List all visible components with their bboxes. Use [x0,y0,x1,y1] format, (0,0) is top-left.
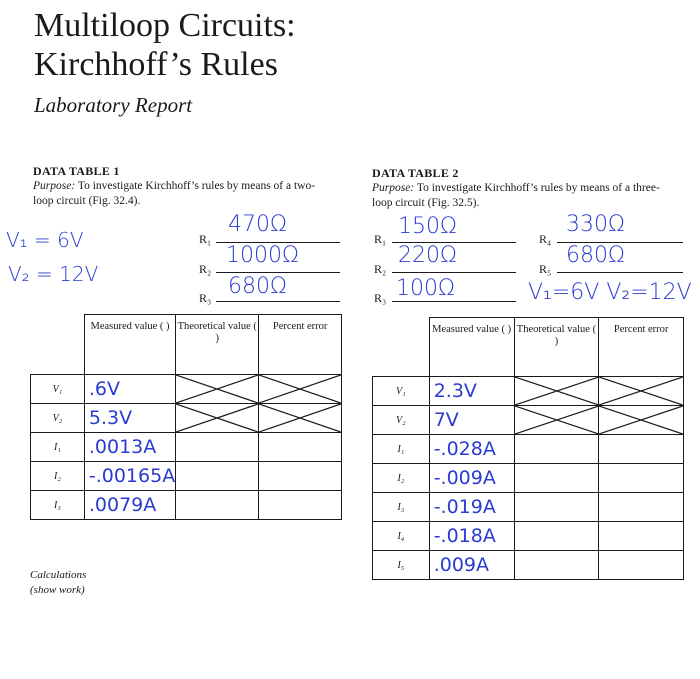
table-row [373,551,684,580]
table2-purpose [372,181,677,211]
table2-measured-v2[interactable]: 7V [429,406,514,435]
table-row [31,491,342,520]
table2-var-i3: I₃ [373,493,430,522]
table1-var-i2: I₂ [31,462,85,491]
table1-r1-label: R₁ [199,232,212,246]
table1-theoretical-i2[interactable] [176,462,259,491]
table1-crossed-cell [176,404,259,433]
table-row [373,377,684,406]
table2-percent-i5[interactable] [599,551,684,580]
table2-corner [373,318,430,377]
table2-header-theoretical: Theoretical value ( ) [514,318,599,377]
table2-var-i1: I₁ [373,435,430,464]
table1-measured-v1[interactable]: .6V [84,375,175,404]
table1-header-percent: Percent error [259,315,342,375]
table2-var-v2: V₂ [373,406,430,435]
table2-crossed-cell [599,377,684,406]
table2-measured-i2[interactable]: -.009A [429,464,514,493]
page-title-line-1: Multiloop Circuits: [34,7,296,44]
table-row [373,493,684,522]
table2-header-measured: Measured value ( ) [429,318,514,377]
table2-percent-i4[interactable] [599,522,684,551]
table2-label: DATA TABLE 2 [372,166,459,180]
table1-var-i1: I₁ [31,433,85,462]
table1-r2-line [216,272,340,273]
table1-percent-i2[interactable] [259,462,342,491]
table1-purpose [33,179,333,209]
table-row [373,435,684,464]
page-title-line-2: Kirchhoff’s Rules [34,46,278,83]
data-table-1 [30,314,342,520]
table2-r3-line [392,301,516,302]
table2-r5-line [557,272,683,273]
table1-percent-i3[interactable] [259,491,342,520]
table2-r4-value[interactable]: 330Ω [566,212,625,237]
table2-var-v1: V₁ [373,377,430,406]
table2-theoretical-i4[interactable] [514,522,599,551]
table1-label: DATA TABLE 1 [33,164,120,178]
table-row [373,406,684,435]
table2-crossed-cell [514,377,599,406]
table2-var-i4: I₄ [373,522,430,551]
table1-var-v1: V₁ [31,375,85,404]
table-row [31,433,342,462]
table1-var-i3: I₃ [31,491,85,520]
data-table-2 [372,317,684,580]
table2-r3-label: R₃ [374,291,387,305]
table1-measured-v2[interactable]: 5.3V [84,404,175,433]
table1-header-measured: Measured value ( ) [84,315,175,375]
table1-measured-i2[interactable]: -.00165A [84,462,175,491]
table2-r4-label: R₄ [539,232,552,246]
table2-measured-v1[interactable]: 2.3V [429,377,514,406]
table2-theoretical-i5[interactable] [514,551,599,580]
table1-r3-value[interactable]: 680Ω [228,274,287,299]
table1-purpose-text: To investigate Kirchhoff’s rules by means of a two-loop circuit (Fig. 32.4). [33,180,316,207]
table1-header-theoretical: Theoretical value ( ) [176,315,259,375]
table1-theoretical-i3[interactable] [176,491,259,520]
table2-voltages-note: V₁=6V V₂=12V [528,280,692,305]
table2-r3-value[interactable]: 100Ω [396,276,455,301]
table2-r5-value[interactable]: 680Ω [566,243,625,268]
table2-purpose-text: To investigate Kirchhoff’s rules by means of a three-loop circuit (Fig. 32.5). [372,182,660,209]
table2-purpose-label: Purpose: [372,182,415,194]
table-row [373,522,684,551]
table1-theoretical-i1[interactable] [176,433,259,462]
table1-percent-i1[interactable] [259,433,342,462]
table2-header-row [373,318,684,377]
table2-r2-line [392,272,516,273]
table1-crossed-cell [176,375,259,404]
table1-r2-value[interactable]: 1000Ω [226,243,299,268]
table1-var-v2: V₂ [31,404,85,433]
table2-r1-value[interactable]: 150Ω [398,214,457,239]
table-row [373,464,684,493]
table1-header-row [31,315,342,375]
table2-measured-i1[interactable]: -.028A [429,435,514,464]
table1-r3-label: R₃ [199,291,212,305]
table2-r5-label: R₅ [539,262,552,276]
table1-crossed-cell [259,404,342,433]
table-row [31,462,342,491]
table2-crossed-cell [599,406,684,435]
table2-theoretical-i1[interactable] [514,435,599,464]
table2-measured-i3[interactable]: -.019A [429,493,514,522]
table2-theoretical-i3[interactable] [514,493,599,522]
table2-theoretical-i2[interactable] [514,464,599,493]
table1-purpose-label: Purpose: [33,180,76,192]
table2-measured-i5[interactable]: .009A [429,551,514,580]
note-v2: V₂ = 12V [8,262,99,286]
calculations-note: (show work) [30,584,85,596]
table2-r2-label: R₂ [374,262,387,276]
table1-r3-line [216,301,340,302]
note-v1: V₁ = 6V [6,228,84,252]
page-subtitle: Laboratory Report [34,93,193,117]
table1-measured-i1[interactable]: .0013A [84,433,175,462]
table2-r1-label: R₁ [374,232,387,246]
table2-var-i2: I₂ [373,464,430,493]
table1-measured-i3[interactable]: .0079A [84,491,175,520]
table2-percent-i3[interactable] [599,493,684,522]
calculations-label: Calculations [30,569,87,581]
table2-r2-value[interactable]: 220Ω [398,243,457,268]
table2-header-percent: Percent error [599,318,684,377]
table1-corner [31,315,85,375]
table2-percent-i2[interactable] [599,464,684,493]
table2-crossed-cell [514,406,599,435]
table1-crossed-cell [259,375,342,404]
table-row [31,375,342,404]
table2-percent-i1[interactable] [599,435,684,464]
table2-var-i5: I₅ [373,551,430,580]
table2-measured-i4[interactable]: -.018A [429,522,514,551]
table-row [31,404,342,433]
table1-r1-value[interactable]: 470Ω [228,212,287,237]
table1-r2-label: R₂ [199,262,212,276]
